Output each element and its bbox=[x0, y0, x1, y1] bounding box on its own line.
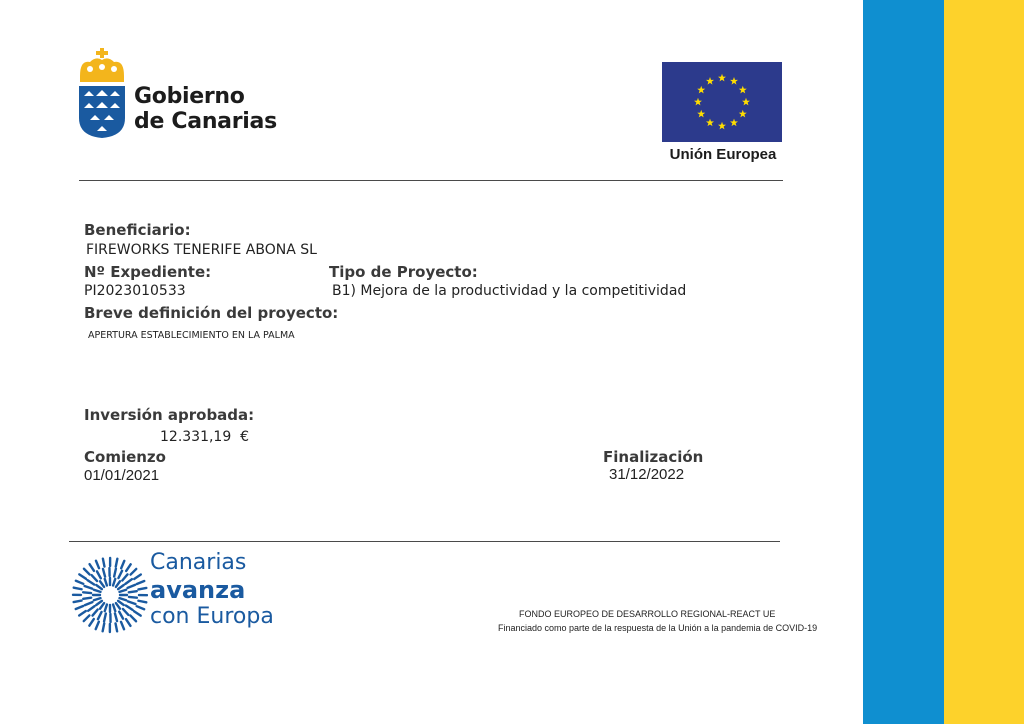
avanza-ray bbox=[74, 601, 82, 603]
definicion-value: APERTURA ESTABLECIMIENTO EN LA PALMA bbox=[88, 330, 295, 341]
avanza-ray bbox=[134, 575, 141, 579]
avanza-ray bbox=[90, 564, 94, 571]
expediente-value: PI2023010533 bbox=[84, 283, 186, 299]
gobierno-canarias-emblem-icon bbox=[76, 46, 128, 140]
avanza-ray bbox=[87, 580, 94, 584]
avanza-ray bbox=[79, 611, 86, 615]
comienzo-label: Comienzo bbox=[84, 448, 166, 466]
avanza-ray bbox=[83, 592, 91, 593]
avanza-ray bbox=[93, 609, 98, 615]
avanza-line2: avanza bbox=[150, 576, 246, 604]
avanza-ray bbox=[125, 579, 131, 584]
avanza-ray bbox=[103, 623, 105, 631]
avanza-ray bbox=[118, 585, 124, 589]
avanza-ray bbox=[116, 559, 118, 567]
definicion-label: Breve definición del proyecto: bbox=[84, 304, 339, 322]
avanza-ray bbox=[96, 622, 99, 629]
eu-flag-icon bbox=[662, 62, 782, 142]
inversion-value: 12.331,19 € bbox=[160, 429, 250, 445]
beneficiario-value: FIREWORKS TENERIFE ABONA SL bbox=[86, 242, 317, 258]
avanza-ray bbox=[129, 591, 137, 592]
top-divider bbox=[79, 180, 783, 181]
avanza-ray bbox=[131, 569, 137, 575]
avanza-ray bbox=[138, 588, 146, 590]
finalizacion-label: Finalización bbox=[603, 448, 704, 466]
avanza-ray bbox=[126, 564, 130, 571]
avanza-ray bbox=[97, 571, 101, 578]
gobierno-wordmark bbox=[134, 84, 277, 134]
side-stripe-blue bbox=[863, 0, 944, 724]
finalizacion-value: 31/12/2022 bbox=[609, 466, 685, 483]
avanza-ray bbox=[85, 586, 93, 589]
avanza-ray bbox=[84, 615, 90, 621]
eu-label: Unión Europea bbox=[669, 146, 777, 163]
fondo-subtitle: Financiado como parte de la respuesta de la Unión a la pandemia de COVID-19 bbox=[498, 623, 818, 633]
tipo-proyecto-label: Tipo de Proyecto: bbox=[329, 263, 478, 281]
avanza-ray bbox=[74, 588, 82, 590]
avanza-ray bbox=[79, 574, 86, 578]
avanza-ray bbox=[96, 585, 102, 589]
avanza-ray bbox=[116, 581, 120, 587]
avanza-ray bbox=[123, 609, 128, 615]
canarias-avanza-sun-icon bbox=[68, 555, 148, 635]
tipo-proyecto-value: B1) Mejora de la productividad y la competitividad bbox=[332, 283, 687, 299]
avanza-ray bbox=[119, 612, 123, 619]
avanza-ray bbox=[92, 575, 97, 581]
avanza-ray bbox=[113, 579, 115, 586]
avanza-ray bbox=[100, 581, 104, 587]
avanza-ray bbox=[138, 601, 146, 603]
avanza-ray bbox=[115, 613, 117, 621]
avanza-wordmark bbox=[150, 550, 274, 630]
avanza-ray bbox=[113, 605, 115, 612]
avanza-ray bbox=[114, 569, 116, 577]
avanza-line3: con Europa bbox=[150, 604, 274, 629]
avanza-ray bbox=[130, 616, 136, 622]
avanza-ray bbox=[85, 602, 92, 605]
avanza-line1: Canarias bbox=[150, 550, 247, 575]
avanza-ray bbox=[120, 590, 127, 592]
comienzo-value: 01/01/2021 bbox=[84, 467, 160, 484]
inversion-label: Inversión aprobada: bbox=[84, 406, 255, 424]
avanza-ray bbox=[100, 603, 104, 609]
avanza-ray bbox=[103, 569, 105, 577]
avanza-ray bbox=[76, 581, 83, 584]
gobierno-line1: Gobierno bbox=[134, 84, 245, 109]
avanza-ray bbox=[116, 623, 118, 631]
avanza-ray bbox=[104, 614, 106, 622]
avanza-ray bbox=[128, 601, 136, 604]
bottom-divider bbox=[69, 541, 780, 542]
gobierno-line2: de Canarias bbox=[134, 109, 277, 134]
avanza-ray bbox=[118, 601, 124, 605]
avanza-ray bbox=[121, 561, 124, 568]
avanza-ray bbox=[103, 559, 105, 567]
fondo-title: FONDO EUROPEO DE DESARROLLO REGIONAL-REACT UE bbox=[519, 609, 776, 619]
avanza-ray bbox=[89, 619, 93, 626]
beneficiario-label: Beneficiario: bbox=[84, 221, 191, 239]
avanza-ray bbox=[134, 611, 141, 615]
avanza-ray bbox=[128, 585, 135, 588]
avanza-ray bbox=[118, 571, 122, 578]
avanza-ray bbox=[96, 601, 102, 605]
avanza-ray bbox=[98, 612, 102, 619]
avanza-ray bbox=[105, 579, 107, 586]
avanza-ray bbox=[122, 574, 127, 580]
avanza-ray bbox=[94, 590, 101, 592]
avanza-ray bbox=[137, 581, 144, 584]
avanza-ray bbox=[129, 597, 137, 598]
avanza-ray bbox=[94, 598, 101, 600]
avanza-ray bbox=[116, 603, 120, 609]
avanza-ray bbox=[137, 606, 144, 609]
expediente-label: Nº Expediente: bbox=[84, 263, 212, 281]
avanza-ray bbox=[126, 605, 133, 609]
avanza-ray bbox=[88, 606, 94, 611]
avanza-ray bbox=[120, 598, 127, 600]
avanza-ray bbox=[84, 569, 90, 575]
avanza-ray bbox=[121, 622, 124, 629]
avanza-ray bbox=[126, 619, 130, 626]
side-stripe-yellow bbox=[944, 0, 1024, 724]
avanza-ray bbox=[96, 561, 99, 568]
avanza-ray bbox=[83, 598, 91, 599]
avanza-ray bbox=[105, 605, 107, 612]
avanza-ray bbox=[76, 606, 83, 609]
